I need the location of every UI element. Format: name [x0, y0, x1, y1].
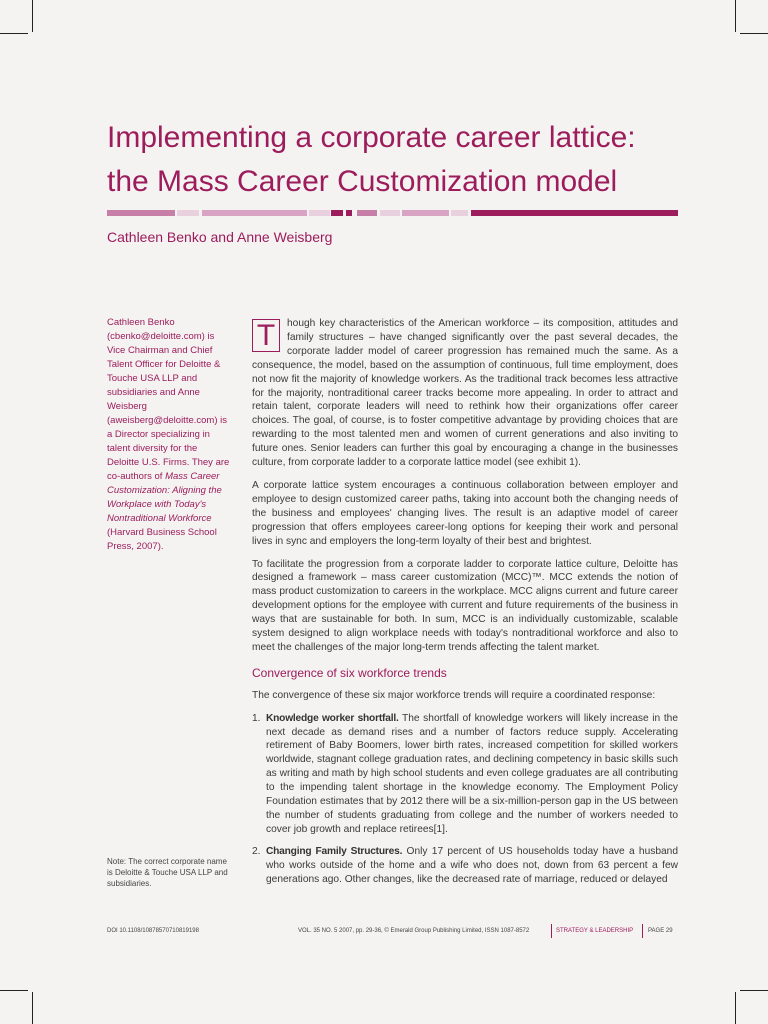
rule-segment	[357, 210, 377, 216]
list-number: 2.	[252, 845, 261, 857]
bio-publisher: (Harvard Business School Press, 2007).	[107, 527, 217, 552]
drop-cap: T	[252, 319, 280, 352]
section-heading: Convergence of six workforce trends	[252, 665, 447, 680]
trend-list	[252, 712, 678, 887]
author-bio	[107, 316, 232, 554]
rule-segment	[202, 210, 307, 216]
rule-segment	[331, 210, 343, 216]
footer-journal: STRATEGY & LEADERSHIP	[556, 928, 634, 934]
list-number: 1.	[252, 712, 261, 724]
list-item	[252, 845, 678, 887]
article-title	[107, 116, 707, 204]
footer-citation: VOL. 35 NO. 5 2007, pp. 29-36, © Emerald Group Publishing Limited, ISSN 1087-8572	[298, 928, 530, 934]
title-line: Implementing a corporate career lattice:	[107, 121, 636, 154]
book-title: Mass Career Customization: Aligning the Workplace with Today's Nontraditional Workforce	[107, 471, 222, 524]
bio-text: Cathleen Benko (cbenko@deloitte.com) is Vice Chairman and Chief Talent Officer for Deloitte & Touche USA LLP and subsidiaries and Anne Weisberg (aweisberg@deloitte.com) is a Director specializing in talent diversity for the Deloitte U.S. Firms. They are co-authors of	[107, 317, 230, 482]
footer-page: PAGE 29	[648, 928, 673, 934]
rule-segment	[309, 210, 330, 216]
crop-mark	[32, 992, 33, 1024]
title-line: the Mass Career Customization model	[107, 165, 618, 198]
paragraph: To facilitate the progression from a corporate ladder to corporate lattice culture, Deloitte has designed a framework – mass career customization (MCC)™. MCC extends the notion of mass product customization to careers in the workplace. MCC aligns current and future career development options for the employee with current and future requirements of the business in ways that are sustainable for both. In sum, MCC is an individually customizable, scalable system designed to align workplace needs with today's nontraditional workforce and also to meet the challenges of the major long-term trends affecting the talent market.	[252, 558, 678, 653]
rule-segment	[451, 210, 468, 216]
crop-mark	[740, 33, 768, 34]
crop-mark	[0, 33, 28, 34]
crop-mark	[735, 992, 736, 1024]
crop-mark	[740, 990, 768, 991]
paragraph: A corporate lattice system encourages a continuous collaboration between employer and employee to design customized career paths, taking into account both the changing needs of the business and employees' changing lives. The result is an adaptive model of career progression that offers employees career-long options for keeping their work and personal lives in sync and employers the long-term loyalty of their best and brightest.	[252, 479, 678, 547]
list-lead: Changing Family Structures.	[266, 845, 403, 857]
section-intro: The convergence of these six major workforce trends will require a coordinated response:	[252, 689, 656, 701]
crop-mark	[32, 0, 33, 32]
list-lead: Knowledge worker shortfall.	[266, 712, 399, 724]
authors: Cathleen Benko and Anne Weisberg	[107, 229, 333, 245]
footer-separator	[551, 924, 552, 938]
crop-mark	[0, 990, 28, 991]
crop-mark	[735, 0, 736, 32]
footer-separator	[642, 924, 643, 938]
rule-segment	[177, 210, 199, 216]
rule-segment	[402, 210, 449, 216]
paragraph-text: hough key characteristics of the American workforce – its composition, attitudes and family structures – have changed significantly over the past several decades, the corporate ladder model of career progression has remained much the same. As a consequence, the model, based on the assumption of continuous, full time employment, does not now fit the majority of knowledge workers. As the traditional track becomes less attractive for the majority, nontraditional career tracks become more appealing. In order to attract and retain talent, corporate leaders will need to rethink how their organizations offer career choices. The goal, of course, is to foster competitive advantage by providing choices that are rewarding to the most talented men and women of current generations and also inviting to future ones. Senior leaders can further this goal by encouraging a change in the businesses culture, from corporate ladder to a corporate lattice model (see exhibit 1).	[252, 318, 678, 469]
rule-segment	[380, 210, 400, 216]
article-body	[252, 317, 678, 895]
rule-segment	[107, 210, 175, 216]
footer-doi: DOI 10.1108/10878570710819198	[107, 928, 199, 934]
list-item	[252, 712, 678, 837]
paragraph	[252, 317, 678, 470]
list-text: Only 17 percent of US households today have a husband who works outside of the home and a wife who does not, down from 63 percent a few generations ago. Other changes, like the decreased rate of marriage, reduced or delayed	[266, 845, 678, 885]
footnote: Note: The correct corporate name is Deloitte & Touche USA LLP and subsidiaries.	[107, 857, 228, 888]
rule-segment	[471, 210, 678, 216]
rule-segment	[346, 210, 352, 216]
list-text: The shortfall of knowledge workers will likely increase in the next decade as demand rises and a number of factors reduce supply. Accelerating retirement of Baby Boomers, lower birth rates, increased competition for skilled workers worldwide, stagnant college graduation rates, and declining competency in basic skills such as writing and math by high school students and even college graduates are all contributing to the impending talent shortage in the knowledge economy. The Employment Policy Foundation estimates that by 2012 there will be a six-million-person gap in the US between the number of students graduating from college and the number of workers needed to cover job growth and replace retirees[1].	[266, 712, 678, 835]
